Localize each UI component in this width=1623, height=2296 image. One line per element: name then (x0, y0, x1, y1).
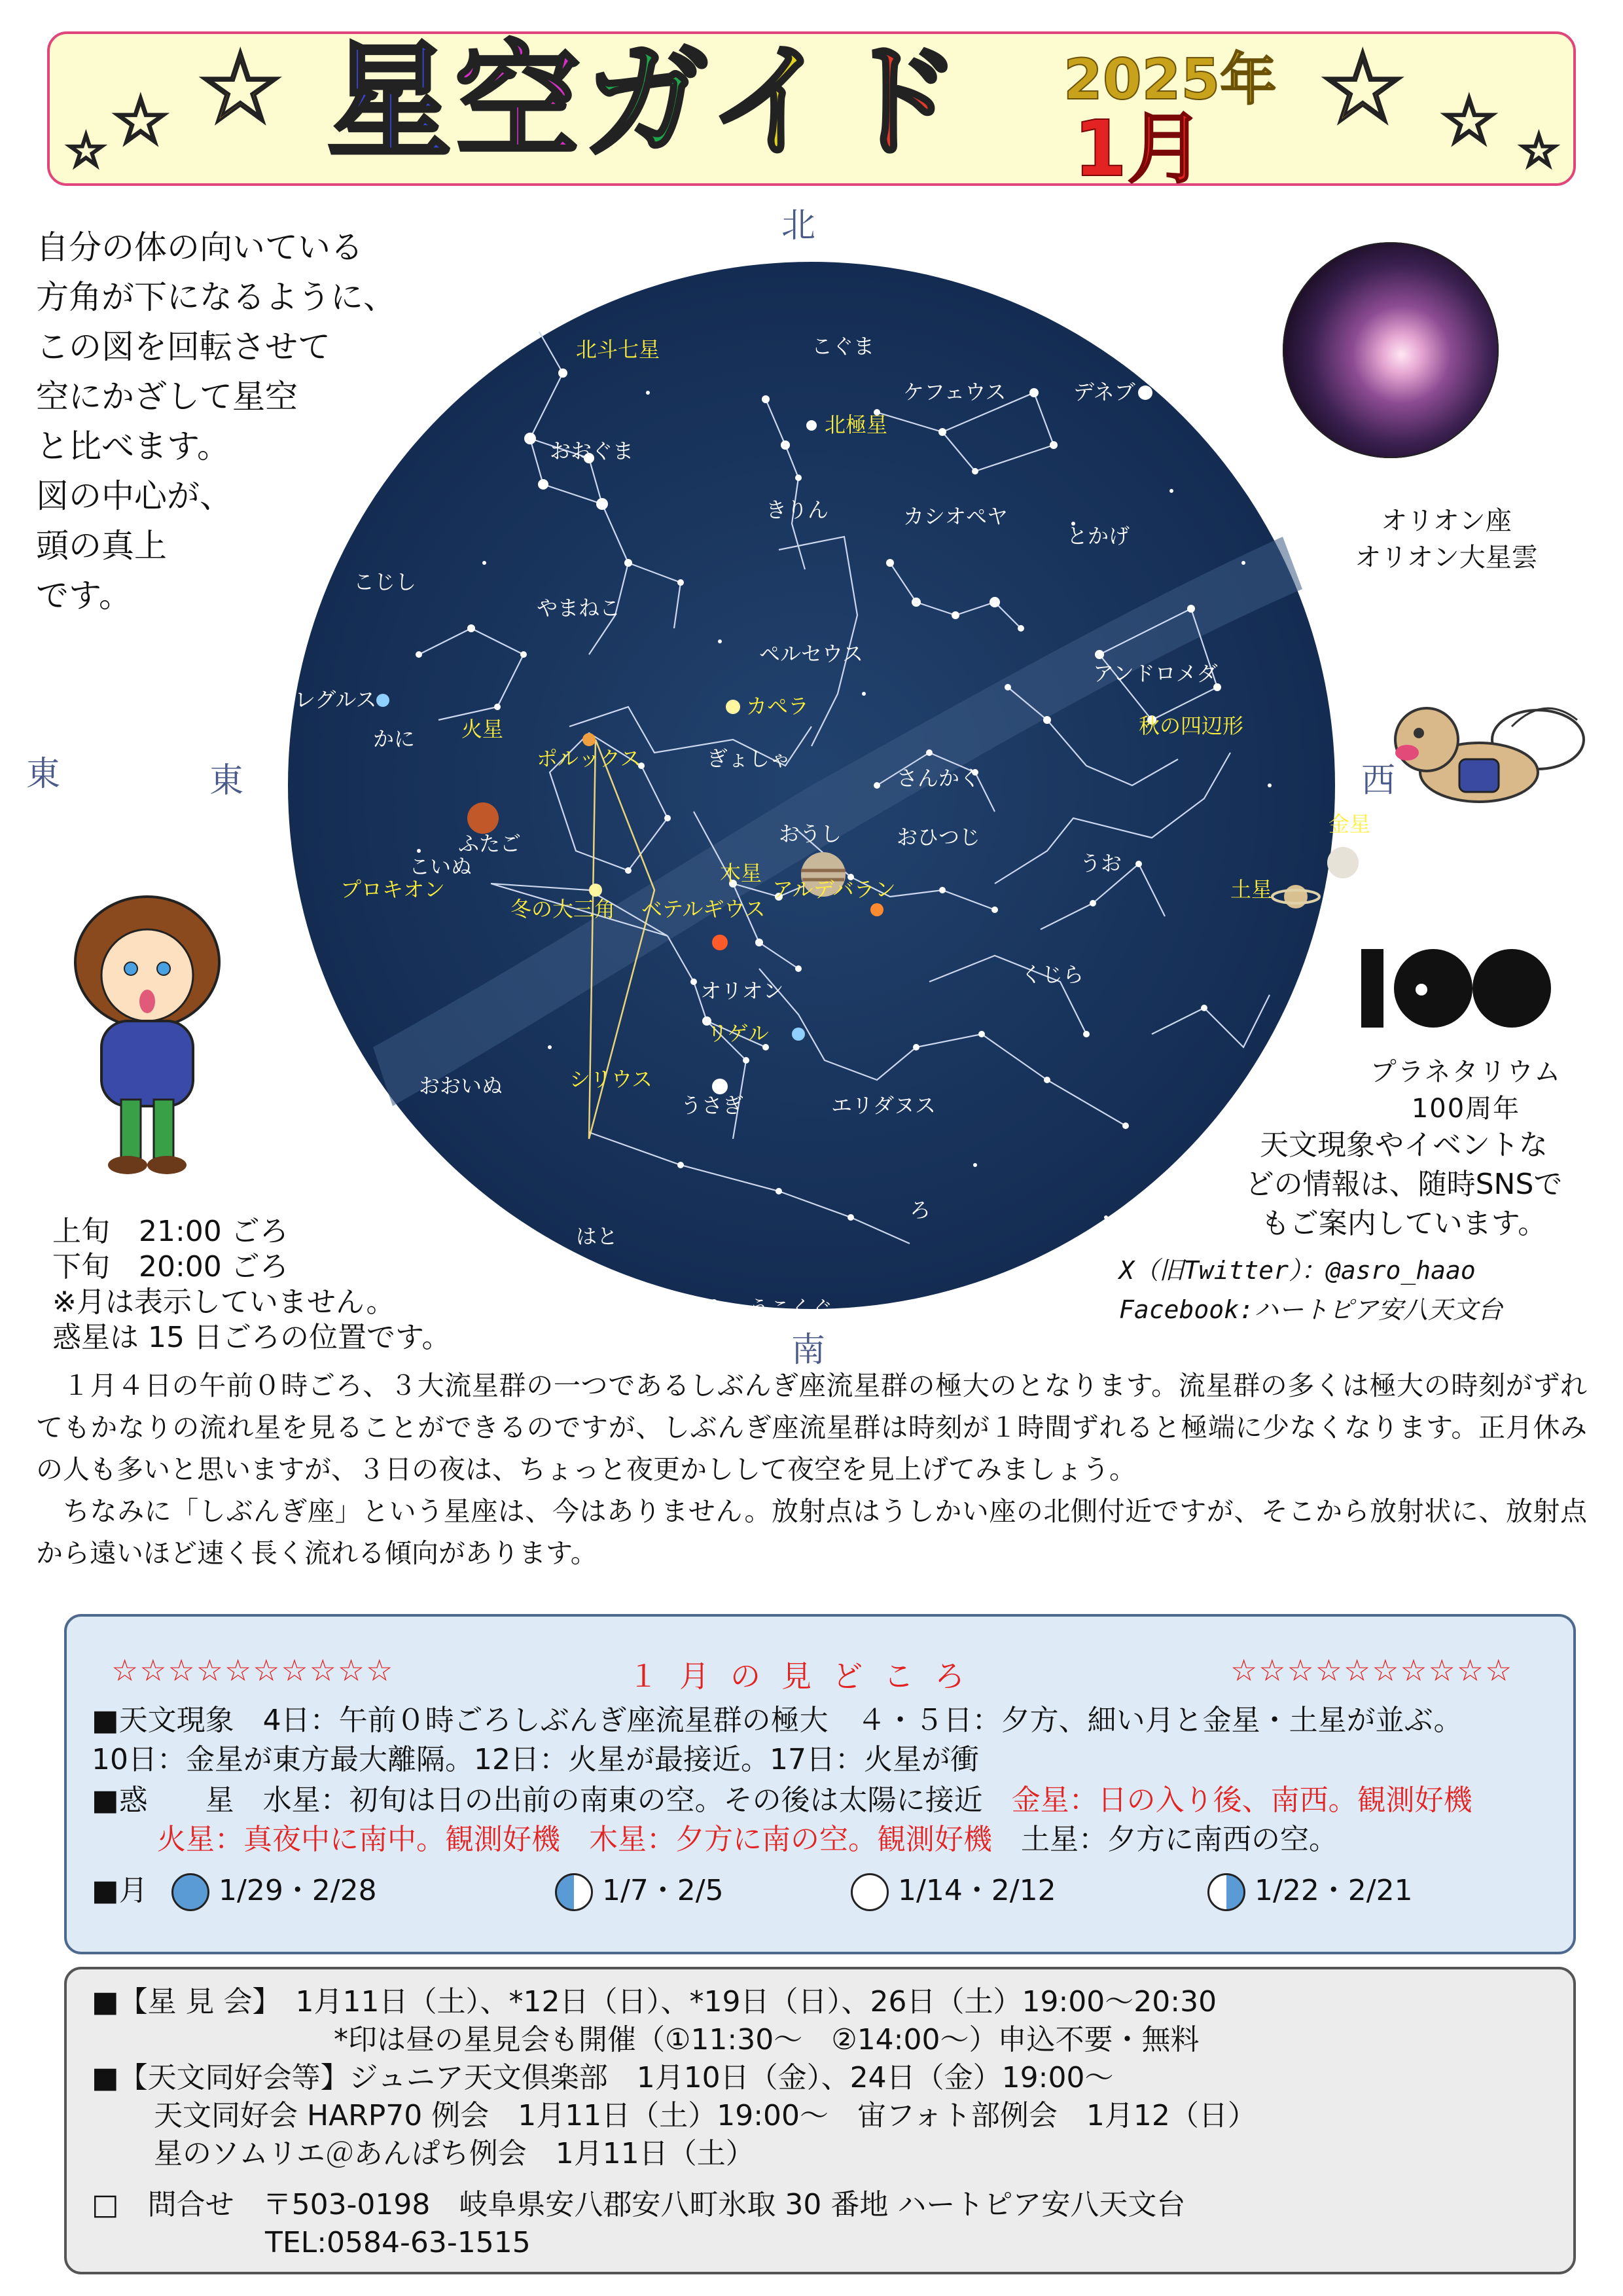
deneb-star (1138, 386, 1152, 400)
capella-star (726, 700, 740, 714)
uo-label: うお (1080, 851, 1122, 876)
pollux-star (582, 733, 596, 746)
star-party-note: *印は昼の星見会も開催（①11:30～ ②14:00～）申込不要・無料 (334, 2023, 1200, 2056)
aldebaran-label: アルデバラン (772, 877, 896, 902)
moon-phase-new: 1/29・2/28 (171, 1872, 377, 1911)
mars-label: 火星 (461, 717, 504, 742)
capella-label: カペラ (746, 694, 810, 719)
article-paragraph: ちなみに「しぶんぎ座」という星座は、今はありません。放射点はうしかい座の北側付近ですが、そこから放射状に、放射点から遠いほど速く長く流れる傾向があります。 (36, 1496, 1587, 1569)
chokokugu-label: ちょうこくぐ (707, 1296, 833, 1321)
oushi-label: おうし (779, 821, 842, 846)
club-line: ■【天文同好会等】ジュニア天文倶楽部 1月10日（金）、24日（金）19:00～ (92, 2061, 1114, 2094)
kani-label: かに (373, 726, 416, 751)
sns-notice: 天文現象やイベントな どの情報は、随時SNSで もご案内しています。 (1245, 1128, 1563, 1240)
ohitsuji-label: おひつじ (897, 825, 981, 850)
betelgeuse-label: ベテルギウス (641, 897, 766, 922)
planetarium-caption: プラネタリウム 100周年 (1370, 1057, 1562, 1124)
venus-planet (1327, 847, 1359, 878)
article-paragraph: １月４日の午前０時ごろ、３大流星群の一つであるしぶんぎ座流星群の極大のとなります。流星群の多くは極大の時刻がずれてもかなりの流れ星を見ることができるのですが、しぶんぎ座流星群は時刻が１時間ずれると極端に少なくなります。正月休みの人も多いと思いますが、３日の夜は、ちょっと夜更かしして夜空を見上げてみましょう。 (36, 1370, 1587, 1485)
intro-text: 自分の体の向いている 方角が下になるように、 この図を回転させて 空にかざして星空 と比べます。 図の中心が、 頭の真上 です。 (36, 228, 396, 615)
jupiter-label: 木星 (720, 861, 762, 886)
moon-phases-line: ■月 (92, 1874, 148, 1907)
star-icon: ☆ (65, 124, 107, 177)
hato-label: はと (576, 1224, 618, 1249)
east-label: 東 (26, 755, 61, 794)
twitter-handle[interactable]: X（旧Twitter）：@asro_haao (1119, 1256, 1476, 1285)
aldebaran-star (870, 903, 883, 916)
moon-phase-last-quarter: 1/22・2/21 (1207, 1872, 1413, 1911)
star-icon: ☆ (196, 31, 285, 145)
sankaku-label: さんかく (897, 766, 981, 791)
facebook-link[interactable]: Facebook:ハートピア安八天文台 (1119, 1295, 1503, 1324)
north-label: 北 (781, 206, 816, 245)
full-moon-icon (851, 1873, 889, 1911)
moon-phase-first-quarter: 1/7・2/5 (555, 1872, 724, 1911)
eridanus-label: エリダヌス (831, 1093, 936, 1118)
club-line: 天文同好会 HARP70 例会 1月11日（土）19:00～ 宙フォト部例会 1月12（日） (154, 2099, 1257, 2132)
polaris-star (806, 420, 817, 431)
contact-line: □ 問合せ 〒503-0198 岐阜県安八郡安八町氷取 30 番地 ハートピア安八天文台 (92, 2188, 1186, 2221)
first-quarter-moon-icon (555, 1873, 593, 1911)
venus-label: 金星 (1329, 812, 1371, 836)
hokuto-label: 北斗七星 (576, 337, 660, 362)
orion-nebula-photo (1283, 242, 1499, 458)
ooguma-label: おおぐま (550, 439, 634, 463)
autumn-square-label: 秋の四辺形 (1139, 713, 1244, 738)
year-label: 2025年 (1063, 47, 1277, 113)
star-icon: ☆ (1518, 124, 1560, 177)
south-label: 南 (791, 1331, 826, 1370)
last-quarter-moon-icon (1207, 1873, 1245, 1911)
regulus-star (376, 694, 389, 707)
gyosha-label: ぎょしゃ (707, 746, 791, 771)
star-icon: ☆ (1319, 31, 1407, 145)
girl-illustration (49, 890, 245, 1178)
futago-label: ふたご (458, 831, 522, 856)
ro-label: ろ (910, 1198, 931, 1223)
saturn-label: 土星 (1230, 877, 1273, 902)
svg-text:100: 100 (1459, 1001, 1461, 1002)
pollux-label: ポルックス (537, 746, 641, 771)
rigel-label: リゲル (707, 1021, 769, 1046)
astro-events-line: 10日：金星が東方最大離隔。12日：火星が最接近。17日：火星が衝 (92, 1743, 979, 1776)
ooinu-label: おおいぬ (419, 1073, 503, 1098)
koguma-label: こぐま (812, 334, 875, 359)
tokage-label: とかげ (1067, 524, 1130, 548)
moon-phase-full: 1/14・2/12 (851, 1872, 1056, 1911)
deneb-label: デネブ (1073, 380, 1135, 404)
usagi-label: うさぎ (681, 1093, 744, 1118)
kujira-label: くじら (1021, 962, 1084, 987)
month-label: 1月 (1073, 103, 1205, 194)
star-icon: ☆ (1440, 82, 1499, 159)
sirius-label: シリウス (569, 1067, 653, 1092)
regulus-label: レグルス (294, 687, 377, 712)
sirius-star (712, 1079, 728, 1094)
rigel-star (792, 1028, 805, 1041)
west-direction-label: 西 (1361, 761, 1396, 800)
club-line: 星のソムリエ＠あんぱち例会 1月11日（土） (154, 2137, 755, 2170)
koshishi-label: こじし (353, 569, 417, 594)
koinu-label: こいぬ (409, 854, 473, 879)
mars-planet (467, 802, 499, 834)
astro-events-line: ■天文現象 4日：午前０時ごろしぶんぎ座流星群の極大 ４・５日：夕方、細い月と金星・土星が並ぶ。 (92, 1704, 1463, 1737)
perseus-label: ペルセウス (759, 641, 864, 666)
betelgeuse-star (712, 935, 728, 950)
winter-triangle-label: 冬の大三角 (510, 897, 616, 922)
star-icon: ☆ (111, 82, 170, 159)
contact-tel[interactable]: TEL:0584-63-1515 (265, 2226, 531, 2259)
flying-dog-illustration (1381, 668, 1590, 844)
yamaneko-label: やまねこ (537, 596, 621, 620)
planets-line: 火星：真夜中に南中。観測好機 木星：夕方に南の空。観測好機 土星：夕方に南西の空。 (157, 1823, 1338, 1856)
andromeda-label: アンドロメダ (1093, 661, 1218, 686)
polaris-label: 北極星 (825, 412, 888, 437)
orion-label: オリオン (700, 978, 784, 1003)
kirin-label: きりん (766, 497, 829, 522)
cepheus-label: ケフェウス (903, 380, 1007, 404)
east-direction-label: 東 (209, 761, 244, 800)
procyon-star (589, 884, 602, 897)
cassiopeia-label: カシオペヤ (903, 504, 1008, 529)
planets-line: ■惑 星 水星：初旬は日の出前の南東の空。その後は太陽に接近 金星：日の入り後、南西。観測好機 (92, 1784, 1472, 1817)
new-moon-icon (171, 1873, 209, 1911)
article-text (36, 1365, 1587, 1574)
star-party-line: ■【星 見 会】 1月11日（土）、*12日（日）、*19日（日）、26日（土）19:00～20:30 (92, 1985, 1217, 2018)
page-title: 星空ガイド (327, 29, 965, 174)
planetarium-100-logo (1361, 942, 1558, 1034)
orion-nebula-caption: オリオン座 オリオン大星雲 (1355, 506, 1538, 573)
viewing-times: 上旬 21:00 ごろ 下旬 20:00 ごろ ※月は表示していません。 惑星は 15 日ごろの位置です。 (52, 1215, 451, 1354)
procyon-label: プロキオン (340, 877, 446, 902)
